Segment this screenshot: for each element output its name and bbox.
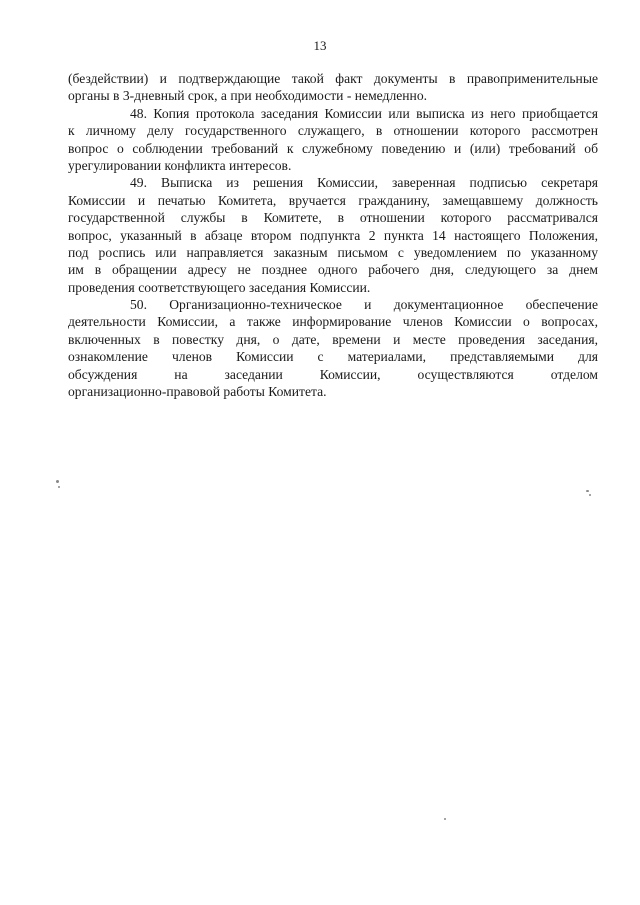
text-line: организационно-правовой работы Комитета. bbox=[68, 384, 327, 400]
scan-speck bbox=[58, 486, 60, 488]
text-line: вопрос, указанный в абзаце втором подпункта 2 пункта 14 настоящего Положения, bbox=[68, 227, 598, 243]
text-line: под роспись или направляется заказным письмом с уведомлением по указанному bbox=[68, 244, 598, 260]
text-line: урегулировании конфликта интересов. bbox=[68, 157, 292, 173]
page-number: 13 bbox=[313, 38, 327, 53]
text-line: Комиссии и печатью Комитета, вручается гражданину, замещавшему должность bbox=[68, 192, 598, 208]
scan-speck bbox=[56, 480, 59, 483]
scan-speck bbox=[444, 818, 446, 820]
paragraph-50-start: 50. Организационно-техническое и документационное обеспечение bbox=[130, 297, 598, 313]
scan-speck bbox=[589, 494, 591, 496]
text-line: (бездействии) и подтверждающие такой факт документы в правоприменительные bbox=[68, 71, 598, 86]
text-line: обсуждения на заседании Комиссии, осуществляются отделом bbox=[68, 366, 598, 382]
text-line: включенных в повестку дня, о дате, времени и месте проведения заседания, bbox=[68, 331, 598, 347]
text-line: вопрос о соблюдении требований к служебному поведению и (или) требований об bbox=[68, 140, 598, 156]
text-line: им в обращении адресу не позднее одного рабочего дня, следующего за днем bbox=[68, 262, 598, 278]
text-line: ознакомление членов Комиссии с материалами, представляемыми для bbox=[68, 349, 598, 365]
text-line: деятельности Комиссии, а также информирование членов Комиссии о вопросах, bbox=[68, 314, 598, 330]
paragraph-49-start: 49. Выписка из решения Комиссии, заверенная подписью секретаря bbox=[130, 175, 598, 191]
text-line: государственной службы в Комитете, в отношении которого рассматривался bbox=[68, 210, 598, 226]
text-line: органы в 3-дневный срок, а при необходимости - немедленно. bbox=[68, 88, 428, 104]
text-line: проведения соответствующего заседания Комиссии. bbox=[68, 279, 371, 295]
text-line: к личному делу государственного служащего, в отношении которого рассмотрен bbox=[68, 123, 598, 139]
scan-speck bbox=[586, 490, 589, 492]
paragraph-48-start: 48. Копия протокола заседания Комиссии или выписка из него приобщается bbox=[130, 105, 598, 121]
document-body bbox=[68, 70, 598, 400]
